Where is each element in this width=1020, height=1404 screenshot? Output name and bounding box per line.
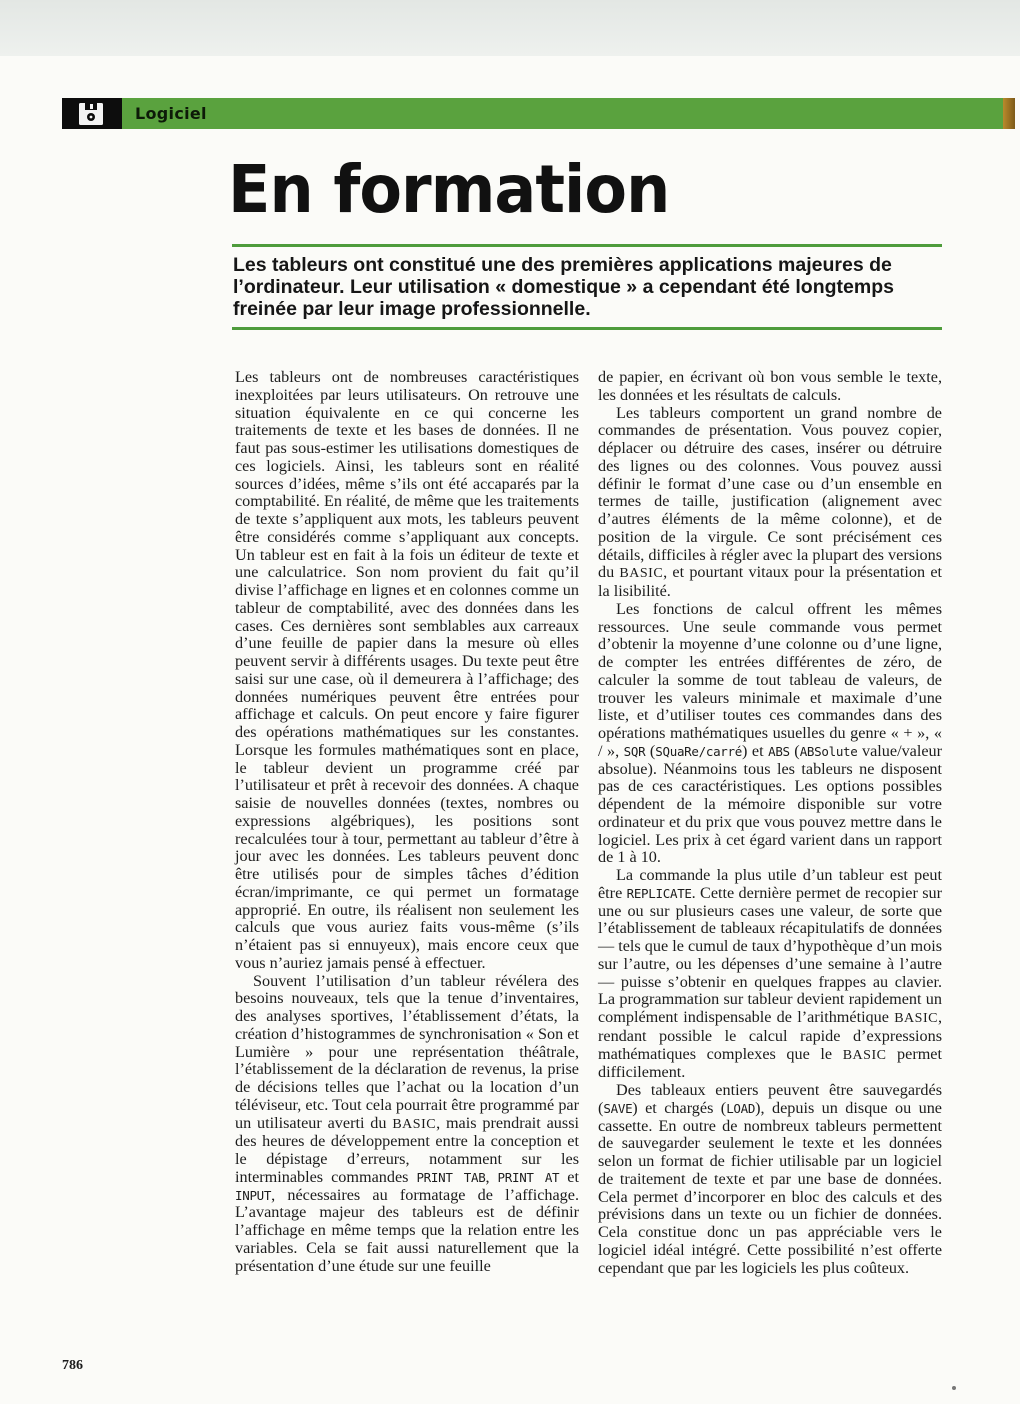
command-keyword: PRINT AT: [497, 1169, 560, 1185]
print-speck: [952, 1386, 956, 1390]
basic-keyword: BASIC: [392, 1116, 437, 1132]
page-title: En formation: [228, 151, 670, 228]
floppy-disk-icon: [76, 101, 106, 127]
body-paragraph-continued: de papier, en écrivant où bon vous semble le texte, les données et les résultats de calculs.: [598, 368, 942, 404]
basic-keyword: BASIC: [894, 1011, 938, 1026]
page-number: 786: [62, 1358, 83, 1373]
section-label: Logiciel: [135, 104, 207, 123]
body-column-right: [598, 369, 942, 1277]
body-paragraph: Les fonctions de calcul offrent les mêmes ressources. Une seule commande vous permet d’obtenir la moyenne d’une colonne ou d’une ligne, de compter les entrées différentes de zéro, de calculer la somme de tout tableau de valeurs, de trouver les valeurs minimale et maximale d’une liste, et d’utiliser toutes ces commandes dans des opérations mathématiques usuelles du genre « + », « / », SQR (SQuaRe/carré) et ABS (ABSolute value/valeur absolue). Néanmoins tous les tableurs ne disposent pas de ces caractéristiques. Les options possibles dépendent de la mémoire disponible sur votre ordinateur et du prix que vous pouvez mettre dans le logiciel. Les prix à cet égard varient dans un rapport de 1 à 10.: [598, 599, 943, 867]
body-paragraph: Des tableaux entiers peuvent être sauvegardés (SAVE) et chargés (LOAD), depuis un disque ou une cassette. En outre de nombreux tableurs permettent de sauvegarder seulement le texte et les données selon un format de fichier utilisable par un logiciel de traitement de texte et par une base de données. Cela permet d’incorporer en bloc des calculs et des prévisions dans un texte ou un fichier de données. Cela constitue donc un pas appréciable vers le logiciel idéal intégré. Cette possibilité n’est offerte cependant que par les logiciels les plus coûteux.: [598, 1081, 942, 1277]
body-paragraph: Les tableurs ont de nombreuses caractéristiques inexploitées par leurs utilisateurs. On retrouve une situation équivalente en ce qui concerne les traitements de texte et les bases de données. Il ne faut pas sous-estimer les utilisations domestiques de ces logiciels. Ainsi, les tableurs sont en réalité sources d’idées, même s’ils ont été accaparés par la comptabilité. En réalité, de même que les traitements de texte s’appliquent aux mots, les tableurs peuvent être considérés comme s’appliquant aux concepts. Un tableur est en fait à la fois un éditeur de texte et une calculatrice. Son nom provient du fait qu’il divise l’affichage en lignes et en colonnes comme un tableur de comptabilité, avec des données dans les cases. Ces dernières sont semblables aux carreaux d’une feuille de papier dans la mesure où elles peuvent servir à différents usages. Du texte peut être saisi sur une case, où il demeurera à l’affichage; des données numériques peuvent être entrées pour affichage et calculs. On peut encore y faire figurer des opérations mathématiques sur les constantes. Lorsque les formules mathématiques sont en place, le tableur devient un programme créé par l’utilisateur et prêt à recevoir des données. A chaque saisie de nouvelles données (textes, nombres ou expressions algébriques), les positions sont recalculées tour à tour, permettant au tableur d’être à jour avec les données. Les tableurs peuvent donc être utilisés pour de simples tâches d’édition écran/imprimante, ce qui permet un formatage approprié. En outre, ils réalisent non seulement les calculs que vous auriez faits vous-même (s’ils n’étaient pas si ennuyeux), mais encore ceux que vous n’auriez jamais pensé à effectuer.: [235, 368, 579, 972]
body-paragraph: La commande la plus utile d’un tableur est peut être REPLICATE. Cette dernière permet de recopier sur une ou sur plusieurs cases une valeur, de sorte que l’établissement de tableaux récapitulatifs de données — tels que le cumul de taux d’hypothèque d’un mois sur l’autre, ou les dépenses d’une semaine à l’autre — puisse s’obtenir en quelques frappes au clavier. La programmation sur tableur devient rapidement un complément indispensable de l’arithmétique BASIC, rendant possible le calcul rapide d’expressions mathématiques complexes que le BASIC permet difficilement.: [598, 866, 942, 1082]
lead-rule-bottom: [232, 327, 942, 330]
command-keyword: ABS: [768, 743, 790, 759]
basic-keyword: BASIC: [619, 566, 664, 582]
command-keyword: SQuaRe/carré: [655, 743, 742, 759]
scan-top-margin: [0, 0, 1020, 56]
lead-rule-top: [232, 244, 942, 247]
command-keyword: PRINT TAB: [416, 1169, 486, 1185]
lead-paragraph: Les tableurs ont constitué une des premières applications majeures de l’ordinateur. Leur utilisation « domestique » a cependant été longtemps freinée par leur image professionnelle.: [233, 254, 894, 320]
command-keyword: ABSolute: [799, 743, 858, 759]
command-keyword: SAVE: [603, 1100, 633, 1116]
header-bar-edge: [1003, 98, 1015, 129]
body-paragraph: Les tableurs comportent un grand nombre de commandes de présentation. Vous pouvez copier, déplacer ou détruire des cases, insérer ou détruire des lignes ou des colonnes. Vous pouvez aussi définir le format d’une case ou d’un ensemble en termes de taille, justification (alignement avec d’autres éléments de la même colonne), et de position de la virgule. Ce sont précisément ces détails, difficiles à régler avec la plupart des versions du BASIC, et pourtant vitaux pour la présentation et la lisibilité.: [598, 403, 942, 600]
command-keyword: LOAD: [726, 1100, 756, 1116]
body-paragraph: Souvent l’utilisation d’un tableur révélera des besoins nouveaux, tels que la tenue d’inventaires, des analyses sportives, l’établissement d’états, la création d’histogrammes de synchronisation « Son et Lumière » pour une représentation théâtrale, l’établissement de la déclaration de revenus, la prise de décisions telles que l’achat ou la location d’un téléviseur, etc. Tout cela pourrait être programmé par un utilisateur averti du BASIC, mais prendrait aussi des heures de développement entre la conception et le dépistage d’erreurs, notamment sur les interminables commandes PRINT TAB, PRINT AT et INPUT, nécessaires au formatage de l’affichage. L’avantage majeur des tableurs est de définir l’affichage en même temps que la relation entre les variables. Cela se fait aussi naturellement que la présentation d’une étude sur une feuille: [235, 971, 580, 1275]
command-keyword: SQR: [623, 743, 646, 759]
command-keyword: REPLICATE: [626, 885, 692, 901]
command-keyword: INPUT: [235, 1187, 272, 1203]
body-column-left: [235, 369, 579, 1275]
basic-keyword: BASIC: [842, 1047, 887, 1063]
